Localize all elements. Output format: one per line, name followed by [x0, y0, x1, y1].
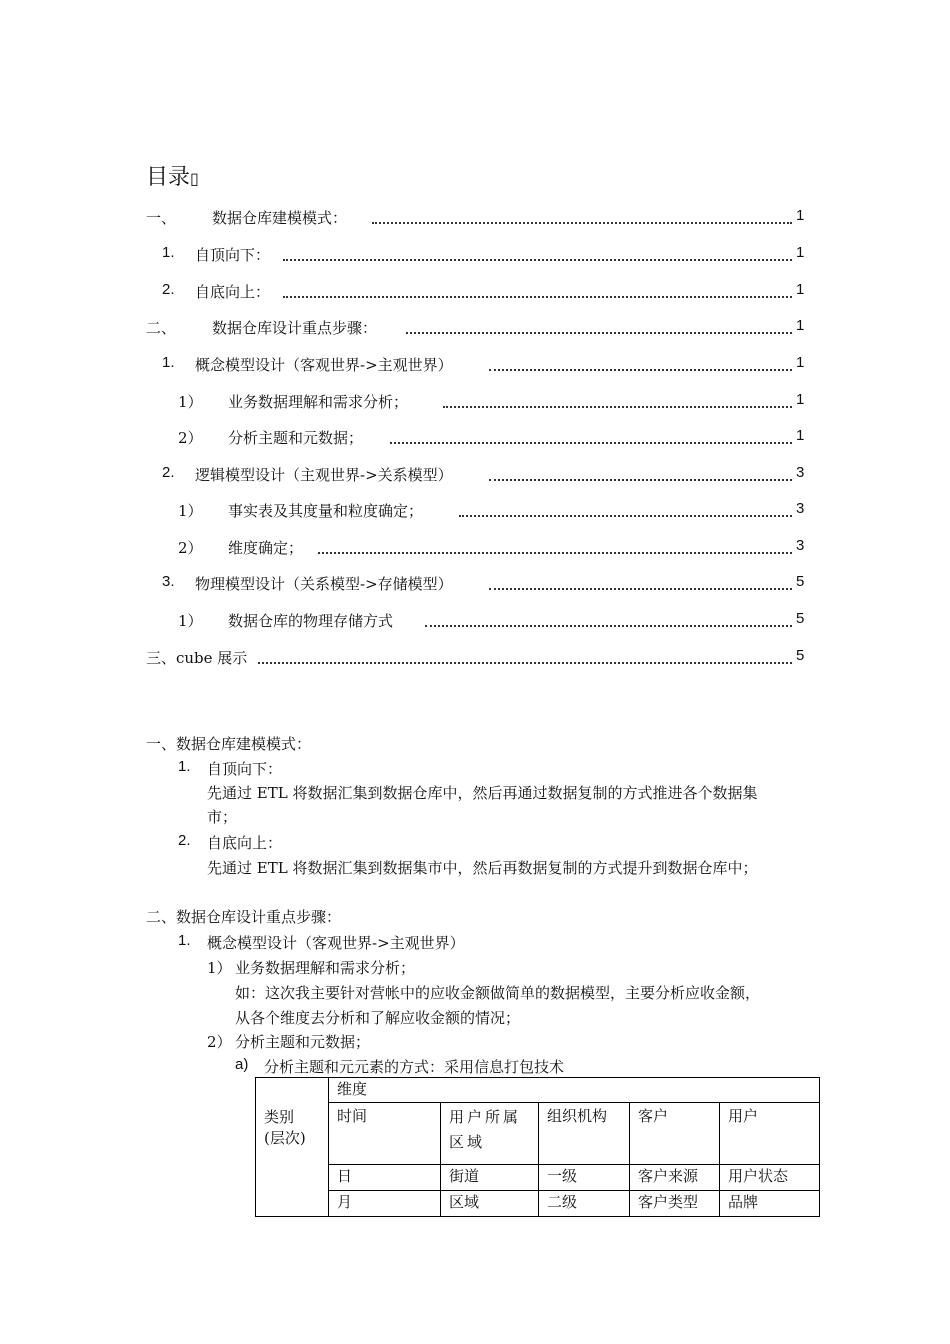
category-sublabel: (层次) — [264, 1129, 306, 1147]
toc-label: 数据仓库建模模式： — [212, 209, 348, 227]
category-label: 类别 — [264, 1108, 295, 1126]
toc-leader — [459, 515, 792, 517]
section2-item1-title: 概念模型设计（客观世界->主观世界） — [207, 934, 465, 952]
toc-row[interactable] — [0, 391, 950, 415]
toc-label: 数据仓库设计重点步骤： — [212, 319, 378, 337]
section1-heading: 一、数据仓库建模模式： — [146, 735, 312, 753]
table-cell: 客户类型 — [630, 1191, 720, 1217]
table-cell: 用户状态 — [720, 1165, 820, 1191]
toc-label: 自底向上： — [195, 283, 271, 301]
header-time: 时间 — [329, 1103, 441, 1165]
dimension-header: 维度 — [329, 1078, 820, 1103]
section2-sub2-title: 分析主题和元数据； — [235, 1033, 371, 1051]
header-customer: 客户 — [630, 1103, 720, 1165]
toc-row[interactable] — [0, 573, 950, 597]
toc-row[interactable] — [0, 610, 950, 634]
toc-leader — [283, 259, 792, 261]
toc-row[interactable] — [0, 281, 950, 305]
table-cell: 品牌 — [720, 1191, 820, 1217]
section1-item1-title: 自顶向下： — [207, 760, 283, 778]
toc-label: 概念模型设计（客观世界->主观世界） — [195, 356, 453, 374]
toc-leader — [258, 662, 792, 664]
toc-number: 2. — [162, 464, 175, 481]
section1-item1-text-cont: 市； — [207, 808, 238, 826]
toc-label: 自顶向下： — [195, 246, 271, 264]
section2-sub1-title: 业务数据理解和需求分析； — [235, 959, 416, 977]
toc-page: 5 — [796, 610, 805, 627]
toc-leader — [489, 479, 792, 481]
table-cell: 一级 — [539, 1165, 630, 1191]
section2-suba-title: 分析主题和元元素的方式：采用信息打包技术 — [264, 1058, 565, 1076]
table-cell: 日 — [329, 1165, 441, 1191]
toc-page: 1 — [796, 354, 805, 371]
toc-leader — [443, 406, 792, 408]
toc-row[interactable] — [0, 317, 950, 341]
toc-leader — [318, 552, 792, 554]
section2-sub1-text: 如：这次我主要针对营帐中的应收金额做简单的数据模型，主要分析应收金额， — [235, 984, 761, 1002]
toc-row[interactable] — [0, 647, 950, 671]
section1-item2-title: 自底向上： — [207, 834, 283, 852]
toc-number: 3. — [162, 573, 175, 590]
section2-sub1-number: 1） — [207, 959, 232, 977]
header-user-region: 用户所属区域 — [441, 1103, 539, 1165]
toc-page: 3 — [796, 500, 805, 517]
toc-number: 2） — [178, 539, 203, 557]
toc-label: 业务数据理解和需求分析； — [228, 393, 409, 411]
toc-label: 事实表及其度量和粒度确定； — [228, 502, 424, 520]
section2-sub2-number: 2） — [207, 1033, 232, 1051]
table-cell: 街道 — [441, 1165, 539, 1191]
toc-row[interactable] — [0, 537, 950, 561]
table-cell: 区域 — [441, 1191, 539, 1217]
toc-label: 维度确定； — [228, 539, 304, 557]
toc-row[interactable] — [0, 427, 950, 451]
toc-page: 3 — [796, 537, 805, 554]
toc-label: 数据仓库的物理存储方式 — [228, 612, 394, 630]
toc-row[interactable] — [0, 354, 950, 378]
toc-number: 一、 — [146, 209, 177, 227]
toc-row[interactable] — [0, 500, 950, 524]
toc-page: 3 — [796, 464, 805, 481]
toc-leader — [283, 296, 792, 298]
toc-page: 1 — [796, 317, 805, 334]
section2-sub1-text-cont: 从各个维度去分析和了解应收金额的情况； — [235, 1009, 521, 1027]
toc-number: 2） — [178, 429, 203, 447]
toc-number: 2. — [162, 281, 175, 298]
toc-page: 5 — [796, 647, 805, 664]
toc-label: 三、cube 展示 — [146, 649, 248, 667]
toc-row[interactable] — [0, 464, 950, 488]
toc-page: 1 — [796, 281, 805, 298]
table-cell: 二级 — [539, 1191, 630, 1217]
toc-number: 1. — [162, 354, 175, 371]
toc-leader — [390, 442, 792, 444]
toc-page: 5 — [796, 573, 805, 590]
section1-item2-number: 2. — [178, 832, 191, 849]
toc-leader — [372, 222, 792, 224]
section2-heading: 二、数据仓库设计重点步骤： — [146, 908, 342, 926]
toc-leader — [489, 588, 792, 590]
toc-number: 1） — [178, 393, 203, 411]
category-cell — [256, 1078, 329, 1217]
section2-item1-number: 1. — [178, 932, 191, 949]
toc-leader — [425, 625, 792, 627]
header-organization: 组织机构 — [539, 1103, 630, 1165]
toc-page: 1 — [796, 244, 805, 261]
section1-item2-text: 先通过 ETL 将数据汇集到数据集市中，然后再数据复制的方式提升到数据仓库中； — [207, 859, 758, 877]
toc-leader — [489, 369, 792, 371]
section1-item1-text: 先通过 ETL 将数据汇集到数据仓库中，然后再通过数据复制的方式推进各个数据集 — [207, 784, 758, 802]
table-cell: 客户来源 — [630, 1165, 720, 1191]
toc-title: 目录▯ — [146, 165, 199, 190]
toc-row[interactable] — [0, 244, 950, 268]
toc-number: 二、 — [146, 319, 177, 337]
toc-label: 分析主题和元数据； — [228, 429, 364, 447]
toc-label: 逻辑模型设计（主观世界->关系模型） — [195, 466, 453, 484]
toc-leader — [406, 332, 792, 334]
toc-row[interactable] — [0, 207, 950, 231]
toc-number: 1. — [162, 244, 175, 261]
table-cell: 月 — [329, 1191, 441, 1217]
toc-page: 1 — [796, 207, 805, 224]
section2-suba-number: a) — [235, 1056, 249, 1073]
toc-number: 1） — [178, 612, 203, 630]
section1-item1-number: 1. — [178, 758, 191, 775]
toc-page: 1 — [796, 391, 805, 408]
header-user: 用户 — [720, 1103, 820, 1165]
toc-number: 1） — [178, 502, 203, 520]
toc-page: 1 — [796, 427, 805, 444]
toc-label: 物理模型设计（关系模型->存储模型） — [195, 575, 453, 593]
dimension-table — [255, 1077, 820, 1217]
